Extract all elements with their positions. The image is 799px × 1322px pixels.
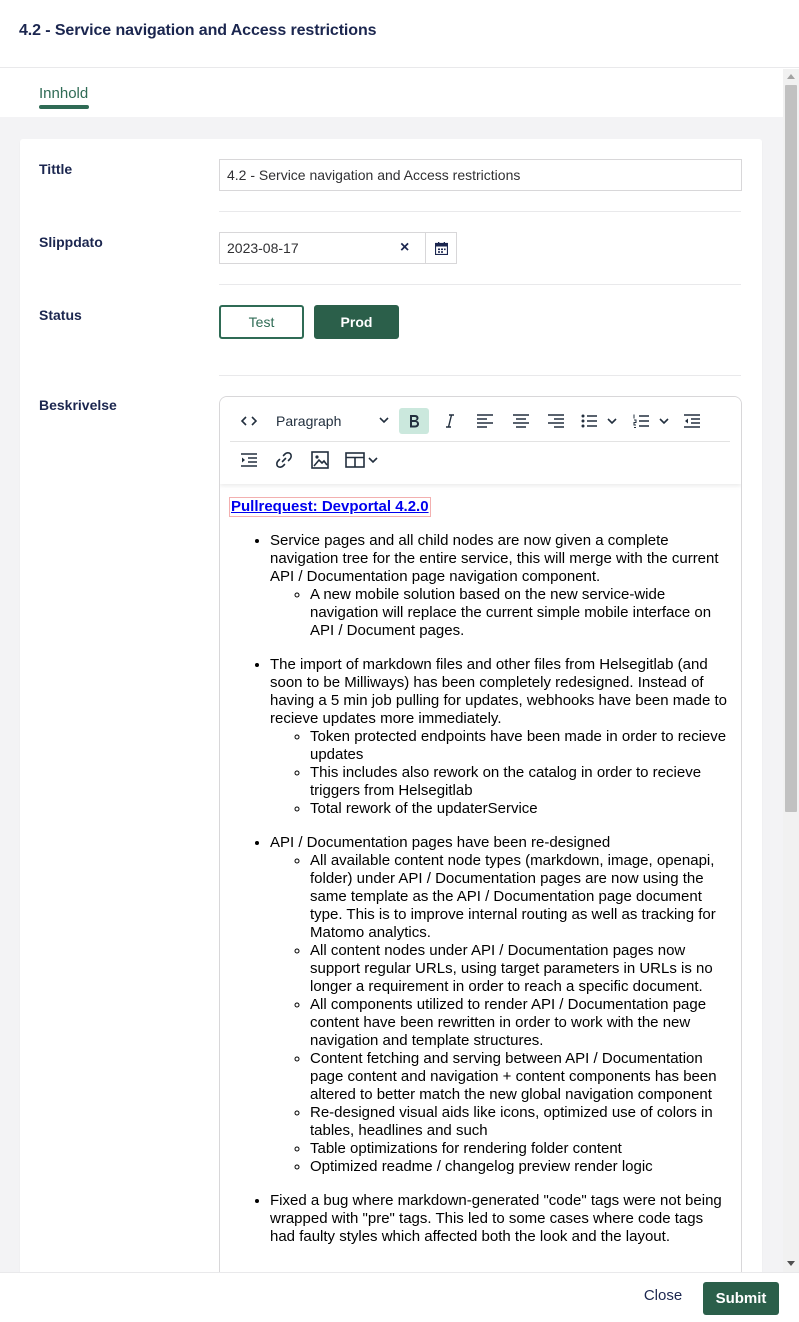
insert-image-button[interactable]	[305, 447, 335, 473]
scroll-up-arrow-icon[interactable]	[787, 74, 795, 79]
change-list-4	[230, 1192, 731, 1246]
chevron-down-icon	[378, 413, 390, 427]
align-left-button[interactable]	[470, 408, 500, 434]
list-item: ◦ Re-designed visual aids like icons, optimized use of colors in tables, headlines and such	[310, 1104, 731, 1140]
tab-innhold[interactable]: Innhold	[39, 85, 89, 102]
list-item: • API / Documentation pages have been re-designed ◦ All available content node types (markdown, image, openapi, folder) under API / Documentation pages are now using the same template as the API / Documentation page document type. This is to improve internal routing as well as tracking for Matomo analytics. ◦ All content nodes under API / Documentation pages now support regular URLs, using target parameters in URLs is no longer a requirement in order to reach a specific document. ◦ All components utilized to render API / Documentation page content have been rewritten in order to work with the new navigation and template structures. ◦ Content fetching and serving between API / Documentation page content and navigation + content components has been altered to better match the new global navigation component ◦ Re-designed visual aids like icons, optimized use of colors in tables, headlines and such ◦ Table optimizations for rendering folder content ◦ Optimized readme / changelog preview render logic	[270, 834, 731, 1176]
divider	[219, 375, 741, 376]
scroll-down-arrow-icon[interactable]	[787, 1261, 795, 1266]
scrollbar-thumb[interactable]	[785, 85, 797, 812]
clear-date-icon[interactable]: ×	[400, 239, 410, 256]
link-button[interactable]	[269, 447, 299, 473]
list-item: • Fixed a bug where markdown-generated "code" tags were not being wrapped with "pre" tags. This led to some cases where code tags had faulty styles which affected both the look and the layout.	[270, 1192, 731, 1246]
list-item: ◦ Table optimizations for rendering folder content	[310, 1140, 731, 1158]
status-label: Status	[39, 307, 82, 323]
indent-button[interactable]	[234, 447, 264, 473]
change-list-3	[230, 834, 731, 1176]
table-icon	[345, 452, 379, 468]
list-item: ◦ This includes also rework on the catalog in order to recieve triggers from Helsegitlab	[310, 764, 731, 800]
source-code-button[interactable]	[234, 408, 264, 434]
align-left-icon	[477, 414, 493, 428]
sub-list	[270, 728, 731, 818]
calendar-button[interactable]	[425, 232, 457, 264]
release-date-value: 2023-08-17	[227, 240, 299, 256]
list-item: ◦ Total rework of the updaterService	[310, 800, 731, 818]
scrollbar[interactable]	[783, 69, 799, 1272]
list-item: ◦ All components utilized to render API / Documentation page content have been rewritten in order to work with the new navigation and template structures.	[310, 996, 731, 1050]
italic-button[interactable]	[435, 408, 465, 434]
indent-icon	[241, 453, 257, 467]
align-center-button[interactable]	[506, 408, 536, 434]
status-prod-button[interactable]: Prod	[314, 305, 399, 339]
outdent-icon	[684, 414, 700, 428]
block-format-value: Paragraph	[276, 413, 342, 429]
pullrequest-link[interactable]: Pullrequest: Devportal 4.2.0	[231, 498, 429, 515]
description-label: Beskrivelse	[39, 397, 117, 413]
image-icon	[311, 451, 329, 469]
numbered-list-icon	[633, 414, 669, 428]
block-format-select[interactable]	[268, 408, 396, 434]
bold-button[interactable]	[399, 408, 429, 434]
list-item: • The import of markdown files and other files from Helsegitlab (and soon to be Milliways) has been completely redesigned. Instead of having a 5 min job pulling for updates, webhooks have been made to recieve updates more immediately. ◦ Token protected endpoints have been made in order to recieve updates ◦ This includes also rework on the catalog in order to recieve triggers from Helsegitlab ◦ Total rework of the updaterService	[270, 656, 731, 818]
status-test-button[interactable]: Test	[219, 305, 304, 339]
bullet-list-button[interactable]	[578, 408, 620, 434]
release-date-input[interactable]	[219, 232, 426, 264]
table-button[interactable]	[341, 447, 383, 473]
title-label: Tittle	[39, 161, 73, 177]
submit-button[interactable]: Submit	[703, 1282, 779, 1315]
editor-toolbar	[220, 397, 741, 484]
align-right-button[interactable]	[541, 408, 571, 434]
divider	[219, 211, 741, 212]
editor-content[interactable]	[220, 484, 741, 1262]
list-item: ◦ All content nodes under API / Documentation pages now support regular URLs, using target parameters in URLs is no longer a requirement in order to reach a specific document.	[310, 942, 731, 996]
bullet-list-icon	[581, 414, 617, 428]
align-right-icon	[548, 414, 564, 428]
tabs-bar	[0, 69, 783, 117]
source-code-icon	[240, 414, 258, 428]
link-icon	[275, 451, 293, 469]
bold-icon	[407, 413, 421, 429]
dialog-title: 4.2 - Service navigation and Access restrictions	[19, 22, 377, 39]
close-button[interactable]: Close	[632, 1287, 694, 1304]
outdent-button[interactable]	[677, 408, 707, 434]
list-item: • Service pages and all child nodes are now given a complete navigation tree for the entire service, this will merge with the current API / Documentation page navigation component. ◦ A new mobile solution based on the new service-wide navigation will replace the current simple mobile interface on API / Document pages.	[270, 532, 731, 640]
properties-panel	[20, 139, 762, 1272]
change-list-2	[230, 656, 731, 818]
list-item: ◦ Optimized readme / changelog preview render logic	[310, 1158, 731, 1176]
divider	[219, 284, 741, 285]
sub-list	[270, 852, 731, 1176]
toolbar-separator	[230, 441, 730, 442]
title-input[interactable]	[219, 159, 742, 191]
numbered-list-button[interactable]	[630, 408, 672, 434]
align-center-icon	[513, 414, 529, 428]
list-item: ◦ A new mobile solution based on the new service-wide navigation will replace the current simple mobile interface on API / Document pages.	[310, 586, 731, 640]
tab-active-indicator	[39, 105, 89, 109]
list-item: ◦ Content fetching and serving between API / Documentation page content and navigation + content components has been altered to better match the new global navigation component	[310, 1050, 731, 1104]
list-item: ◦ Token protected endpoints have been made in order to recieve updates	[310, 728, 731, 764]
calendar-icon	[435, 242, 448, 255]
list-item: ◦ All available content node types (markdown, image, openapi, folder) under API / Documentation pages are now using the same template as the API / Documentation page document type. This is to improve internal routing as well as tracking for Matomo analytics.	[310, 852, 731, 942]
rich-text-editor[interactable]	[219, 396, 742, 1272]
italic-icon	[444, 413, 456, 429]
content-area	[0, 117, 783, 1272]
dialog-footer	[0, 1272, 799, 1322]
sub-list	[270, 586, 731, 640]
release-date-label: Slippdato	[39, 234, 103, 250]
dialog-header	[0, 0, 799, 68]
change-list-1	[230, 532, 731, 640]
